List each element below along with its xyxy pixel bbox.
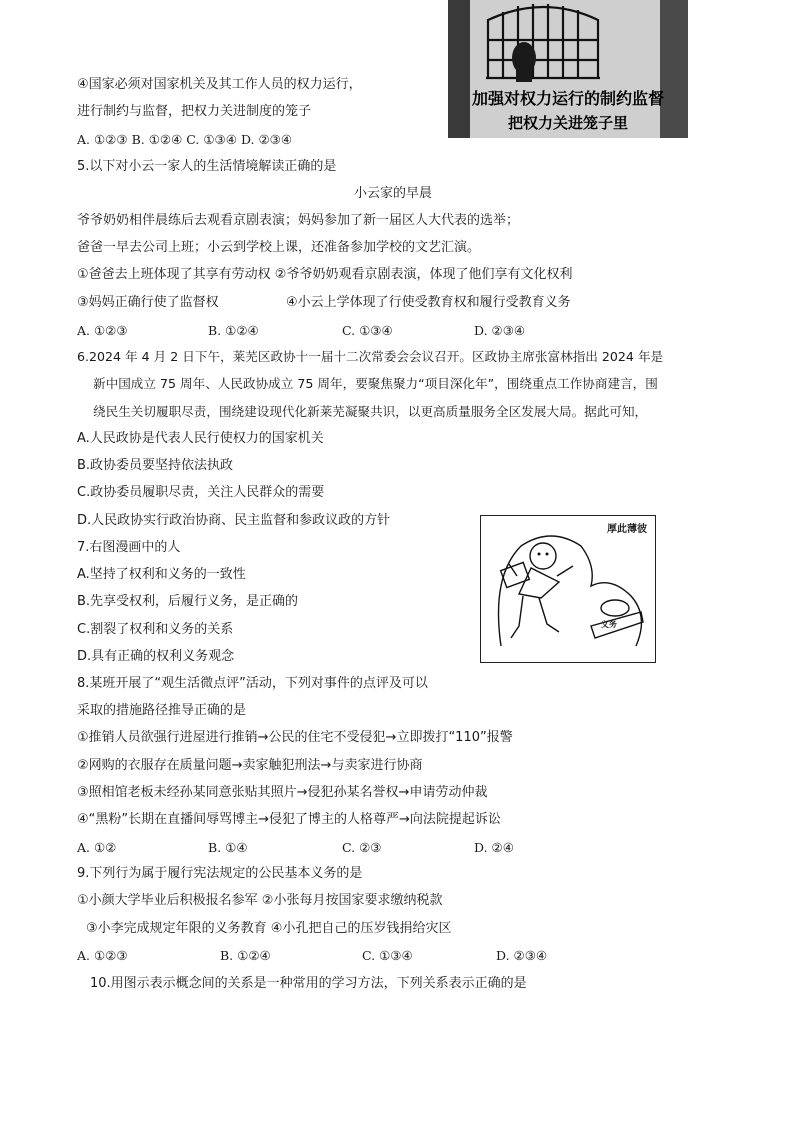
q6-line3: 绕民生关切履职尽责，围绕建设现代化新莱芜凝聚共识，以更高质量服务全区发展大局。据此可知， [93, 404, 648, 419]
q7-option-b: B.先享受权利，后履行义务，是正确的 [77, 594, 299, 609]
q8-option-c: C. ②③ [342, 840, 382, 855]
q8-option-d: D. ②④ [474, 840, 514, 855]
q8-item3: ③照相馆老板未经孙某同意张贴其照片→侵犯孙某名誉权→申请劳动仲裁 [77, 785, 488, 800]
q5-option-b: B. ①②④ [208, 323, 259, 338]
q5-item4: ④小云上学体现了行使受教育权和履行受教育义务 [286, 295, 571, 310]
q9-option-b: B. ①②④ [220, 948, 271, 963]
q7-stem: 7.右图漫画中的人 [77, 540, 181, 555]
q5-stem: 5.以下对小云一家人的生活情境解读正确的是 [77, 159, 337, 174]
q5-option-a: A. ①②③ [77, 323, 128, 338]
q7-option-a: A.坚持了权利和义务的一致性 [77, 567, 246, 582]
q9-option-d: D. ②③④ [496, 948, 548, 963]
q5-story-line2: 爸爸一早去公司上班；小云到学校上课，还准备参加学校的文艺汇演。 [77, 240, 481, 255]
comic-title: 厚此薄彼 [607, 524, 647, 535]
q8-stem-line1: 8.某班开展了“观生活微点评”活动，下列对事件的点评及可以 [77, 676, 428, 691]
q5-box-title: 小云家的早晨 [354, 186, 433, 201]
q5-item3: ③妈妈正确行使了监督权 [77, 295, 219, 310]
q8-item4: ④“黑粉”长期在直播间辱骂博主→侵犯了博主的人格尊严→向法院提起诉讼 [77, 812, 501, 827]
q9-items-line2: ③小李完成规定年限的义务教育 ④小孔把自己的压岁钱捐给灾区 [86, 921, 452, 936]
q6-option-b: B.政协委员要坚持依法执政 [77, 458, 234, 473]
q4-options: A. ①②③ B. ①②④ C. ①③④ D. ②③④ [77, 132, 293, 147]
q8-item2: ②网购的衣服存在质量问题→卖家触犯刑法→与卖家进行协商 [77, 758, 423, 773]
q5-items-line1: ①爸爸去上班体现了其享有劳动权 ②爷爷奶奶观看京剧表演，体现了他们享有文化权利 [77, 267, 573, 282]
cage-caption-line1: 加强对权力运行的制约监督 [471, 89, 664, 108]
q8-stem-line2: 采取的措施路径推导正确的是 [77, 703, 247, 718]
q5-story-line1: 爷爷奶奶相伴晨练后去观看京剧表演；妈妈参加了新一届区人大代表的选举； [77, 213, 520, 228]
q6-line2: 新中国成立 75 周年、人民政协成立 75 周年，要聚焦聚力“项目深化年”，围绕重点工作协商建言，围 [93, 376, 658, 391]
q8-item1: ①推销人员欲强行进屋进行推销→公民的住宅不受侵犯→立即拨打“110”报警 [77, 730, 513, 745]
cage-caption-line2: 把权力关进笼子里 [507, 114, 628, 132]
q4-item4-line1: ④国家必须对国家机关及其工作人员的权力运行， [77, 77, 362, 92]
q4-item4-line2: 进行制约与监督，把权力关进制度的笼子 [77, 104, 312, 119]
q10-stem: 10.用图示表示概念间的关系是一种常用的学习方法，下列关系表示正确的是 [90, 976, 527, 991]
q6-line1: 6.2024 年 4 月 2 日下午，莱芜区政协十一届十二次常委会会议召开。区政协主席张富林指出 2024 年是 [77, 349, 664, 364]
q7-option-c: C.割裂了权利和义务的关系 [77, 622, 234, 637]
comic-image [480, 515, 656, 663]
comic-label: 义务 [601, 620, 617, 629]
q9-option-c: C. ①③④ [362, 948, 413, 963]
q9-stem: 9.下列行为属于履行宪法规定的公民基本义务的是 [77, 866, 363, 881]
q6-option-a: A.人民政协是代表人民行使权力的国家机关 [77, 431, 324, 446]
q8-option-a: A. ①② [77, 840, 117, 855]
q7-option-d: D.具有正确的权利义务观念 [77, 649, 235, 664]
q9-option-a: A. ①②③ [77, 948, 128, 963]
q5-option-c: C. ①③④ [342, 323, 393, 338]
q6-option-d: D.人民政协实行政治协商、民主监督和参政议政的方针 [77, 513, 391, 528]
q6-option-c: C.政协委员履职尽责，关注人民群众的需要 [77, 485, 325, 500]
q5-option-d: D. ②③④ [474, 323, 526, 338]
q9-items-line1: ①小颜大学毕业后积极报名参军 ②小张每月按国家要求缴纳税款 [77, 893, 443, 908]
cage-cartoon-image [448, 0, 688, 138]
comic-illustration [481, 516, 654, 661]
q8-option-b: B. ①④ [208, 840, 248, 855]
